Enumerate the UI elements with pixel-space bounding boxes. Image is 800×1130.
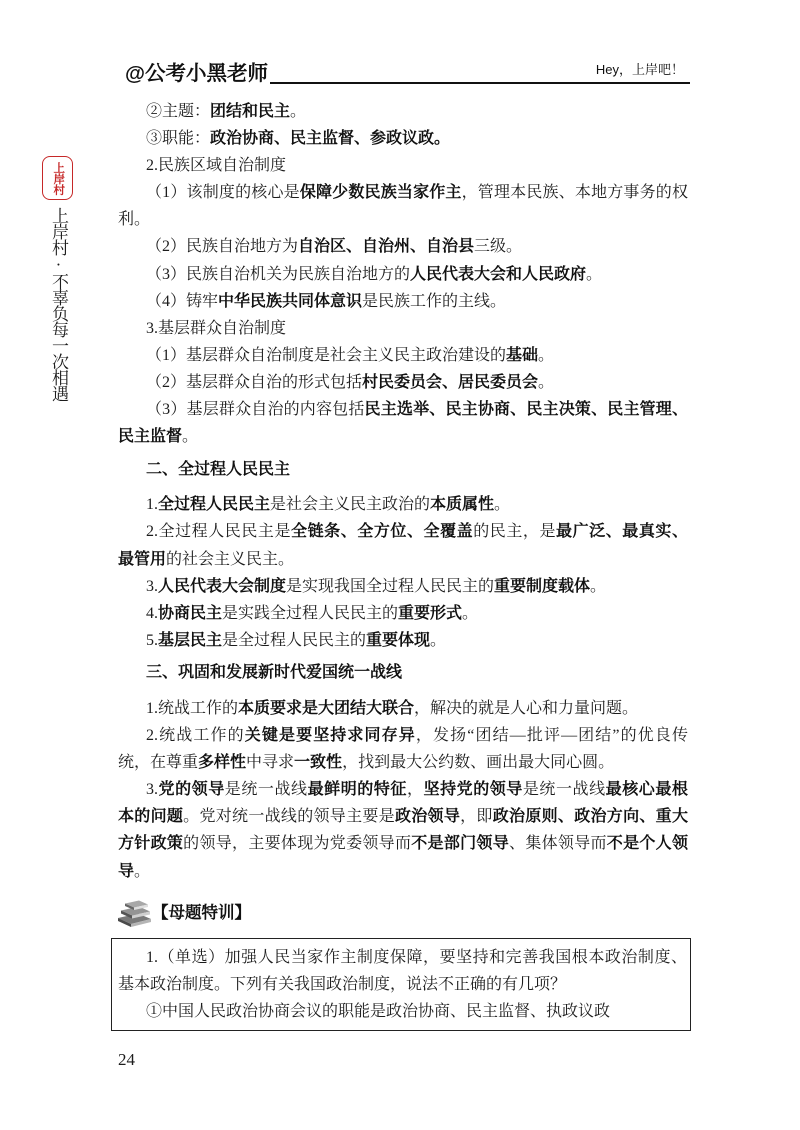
question-box: [111, 938, 691, 1031]
bold-text: 全链条、全方位、全覆盖: [291, 523, 474, 541]
paragraph: [118, 98, 688, 125]
text-run: 二、全过程人民民主: [146, 460, 291, 478]
text-line: [118, 315, 688, 342]
text-line: [118, 233, 688, 260]
header-slogan: Hey，上岸吧！: [595, 62, 684, 77]
text-run: 。: [586, 265, 603, 283]
main-content: [118, 98, 688, 885]
text-run: （3）基层群众自治的内容包括: [146, 401, 365, 419]
text-run: 基本政治制度。下列有关我国政治制度，说法不正确的有几项？: [118, 976, 567, 993]
text-line: [118, 206, 688, 233]
bold-text: 自治区、自治州、自治县: [298, 238, 475, 256]
bold-text: 全过程人民民主: [158, 496, 271, 514]
text-run: 。: [430, 631, 447, 649]
text-line: [118, 600, 688, 627]
header-divider: [270, 82, 690, 84]
text-line: [118, 573, 688, 600]
text-run: ，找到最大公约数、画出最大同心圆。: [342, 754, 615, 772]
text-run: 3.: [146, 577, 158, 595]
text-line: [118, 858, 688, 885]
side-motto: 上岸村·不辜负每一次相遇: [49, 207, 68, 401]
paragraph: [118, 944, 687, 998]
text-run: （2）基层群众自治的形式包括: [146, 373, 363, 391]
bold-text: 协商民主: [158, 604, 223, 622]
text-run: 统，在尊重: [118, 754, 199, 772]
bold-text: 基础: [506, 346, 539, 364]
bold-text: 人民代表大会和人民政府: [410, 265, 587, 283]
bold-text: 一致性: [294, 754, 343, 772]
text-run: 是民族工作的主线。: [362, 292, 507, 310]
text-line: [118, 179, 688, 206]
paragraph: [118, 998, 687, 1025]
bold-text: 村民委员会、居民委员会: [362, 373, 539, 391]
text-line: [118, 659, 688, 686]
section-heading: [118, 659, 688, 686]
text-run: 。: [538, 346, 555, 364]
text-run: 是全过程人民民主的: [222, 631, 367, 649]
text-run: 。: [134, 862, 151, 880]
bold-text: 重要体现: [366, 631, 431, 649]
text-run: 1.（单选）加强人民当家作主制度保障，要坚持和完善我国根本政治制度、: [146, 949, 687, 966]
text-line: [118, 369, 688, 396]
text-run: 是实现我国全过程人民民主的: [286, 577, 495, 595]
paragraph: [118, 152, 688, 179]
text-line: [118, 627, 688, 654]
text-run: 。: [538, 373, 555, 391]
text-line: [118, 396, 688, 423]
text-run: 2.统战工作的: [146, 727, 245, 745]
paragraph: [118, 627, 688, 654]
bold-text: 民主监督: [118, 428, 183, 446]
bold-text: 重要制度载体: [494, 577, 591, 595]
text-line: [118, 456, 688, 483]
text-line: [118, 830, 688, 857]
practice-title: 【母题特训】: [152, 904, 251, 922]
brand-name: @公考小黑老师: [125, 62, 268, 85]
paragraph: [118, 695, 688, 722]
paragraph: [118, 288, 688, 315]
book-stack-icon: [116, 899, 154, 927]
text-run: （1）基层群众自治制度是社会主义民主政治建设的: [146, 346, 507, 364]
bold-text: 政治原则、政治方向、重大: [492, 808, 688, 826]
text-run: ，发扬“团结—批评—团结”的优良传: [415, 727, 688, 745]
bold-text: 重要形式: [398, 604, 463, 622]
paragraph: [118, 233, 688, 260]
paragraph: [118, 369, 688, 396]
bold-text: 基层民主: [158, 631, 223, 649]
text-line: [118, 944, 687, 971]
text-line: [118, 749, 688, 776]
text-line: [118, 261, 688, 288]
text-run: 是社会主义民主政治的: [270, 496, 431, 514]
paragraph: [118, 125, 688, 152]
paragraph: [118, 600, 688, 627]
practice-section-title: [116, 898, 251, 928]
section-heading: [118, 456, 688, 483]
paragraph: [118, 342, 688, 369]
text-line: [118, 423, 688, 450]
bold-text: 坚持党的领导: [423, 781, 523, 799]
text-run: 三、巩固和发展新时代爱国统一战线: [146, 664, 403, 682]
text-line: [118, 695, 688, 722]
paragraph: [118, 396, 688, 450]
text-line: [118, 803, 688, 830]
text-run: 。: [462, 604, 479, 622]
bold-text: 方针政策: [118, 835, 184, 853]
text-run: ，即: [460, 808, 493, 826]
text-run: 利。: [118, 211, 151, 229]
text-run: 5.: [146, 631, 158, 649]
text-run: 是统一战线: [522, 781, 606, 799]
text-line: [118, 98, 688, 125]
text-run: 1.: [146, 496, 158, 514]
text-run: 。党对统一战线的领导主要是: [183, 808, 395, 826]
text-run: 的社会主义民主。: [166, 550, 295, 568]
paragraph: [118, 261, 688, 288]
paragraph: [118, 491, 688, 518]
text-run: 。: [290, 103, 307, 120]
text-run: ，解决的就是人心和力量问题。: [414, 699, 639, 717]
text-run: 3.: [146, 781, 158, 799]
text-run: 是统一战线: [224, 781, 308, 799]
bold-text: 本质属性: [430, 496, 495, 514]
text-line: [118, 491, 688, 518]
text-run: ，: [406, 781, 424, 799]
bold-text: 最核心最根: [605, 781, 688, 799]
text-run: 、集体领导而: [509, 835, 607, 853]
text-run: ①中国人民政治协商会议的职能是政治协商、民主监督、执政议政: [146, 1003, 611, 1020]
bold-text: 民主选举、民主协商、民主决策、民主管理、: [364, 401, 688, 419]
bold-text: 最管用: [118, 550, 167, 568]
text-line: [118, 152, 688, 179]
bold-text: 政治协商、民主监督、参政议政。: [210, 130, 451, 148]
paragraph: [118, 722, 688, 776]
bold-text: 本的问题: [118, 808, 184, 826]
text-run: 4.: [146, 604, 158, 622]
text-line: [118, 776, 688, 803]
bold-text: 关键是要坚持求同存异: [244, 727, 416, 745]
text-run: 三级。: [474, 238, 523, 256]
text-run: 中寻求: [246, 754, 295, 772]
bold-text: 党的领导: [158, 781, 225, 799]
text-run: （1）该制度的核心是: [146, 184, 300, 202]
bold-text: 中华民族共同体意识: [218, 292, 363, 310]
text-run: ②主题：: [146, 103, 211, 120]
text-line: [118, 288, 688, 315]
text-run: （2）民族自治地方为: [146, 238, 299, 256]
text-run: 是实践全过程人民民主的: [222, 604, 399, 622]
bold-text: 最广泛、最真实、: [556, 523, 688, 541]
text-run: 的民主，是: [473, 523, 557, 541]
text-run: 。: [182, 428, 199, 446]
paragraph: [118, 573, 688, 600]
text-run: ③职能：: [146, 130, 211, 148]
paragraph: [118, 179, 688, 233]
bold-text: 多样性: [198, 754, 247, 772]
text-line: [118, 125, 688, 152]
page-number: 24: [118, 1050, 135, 1069]
text-line: [118, 546, 688, 573]
bold-text: 导: [118, 862, 135, 880]
text-line: [118, 342, 688, 369]
bold-text: 保障少数民族当家作主: [299, 184, 462, 202]
paragraph: [118, 315, 688, 342]
bold-text: 不是部门领导: [411, 835, 510, 853]
text-run: 2.全过程人民民主是: [146, 523, 292, 541]
text-run: 3.基层群众自治制度: [146, 319, 287, 337]
seal-logo: [42, 156, 73, 200]
paragraph: [118, 518, 688, 572]
bold-text: 不是个人领: [606, 835, 688, 853]
text-run: 。: [590, 577, 607, 595]
text-line: [118, 722, 688, 749]
paragraph: [118, 776, 688, 884]
text-line: [118, 998, 687, 1025]
seal-logo-text: 上岸村: [52, 161, 65, 195]
text-run: （4）铸牢: [146, 292, 219, 310]
text-run: 的领导，主要体现为党委领导而: [183, 835, 412, 853]
bold-text: 最鲜明的特征: [307, 781, 407, 799]
text-run: 1.统战工作的: [146, 699, 239, 717]
bold-text: 人民代表大会制度: [158, 577, 287, 595]
bold-text: 团结和民主: [210, 103, 291, 120]
text-run: 。: [494, 496, 511, 514]
text-line: [118, 971, 687, 998]
bold-text: 政治领导: [394, 808, 461, 826]
text-line: [118, 518, 688, 545]
text-run: 2.民族区域自治制度: [146, 157, 287, 175]
text-run: ，管理本民族、本地方事务的权: [461, 184, 688, 202]
bold-text: 本质要求是大团结大联合: [238, 699, 415, 717]
text-run: （3）民族自治机关为民族自治地方的: [146, 265, 411, 283]
